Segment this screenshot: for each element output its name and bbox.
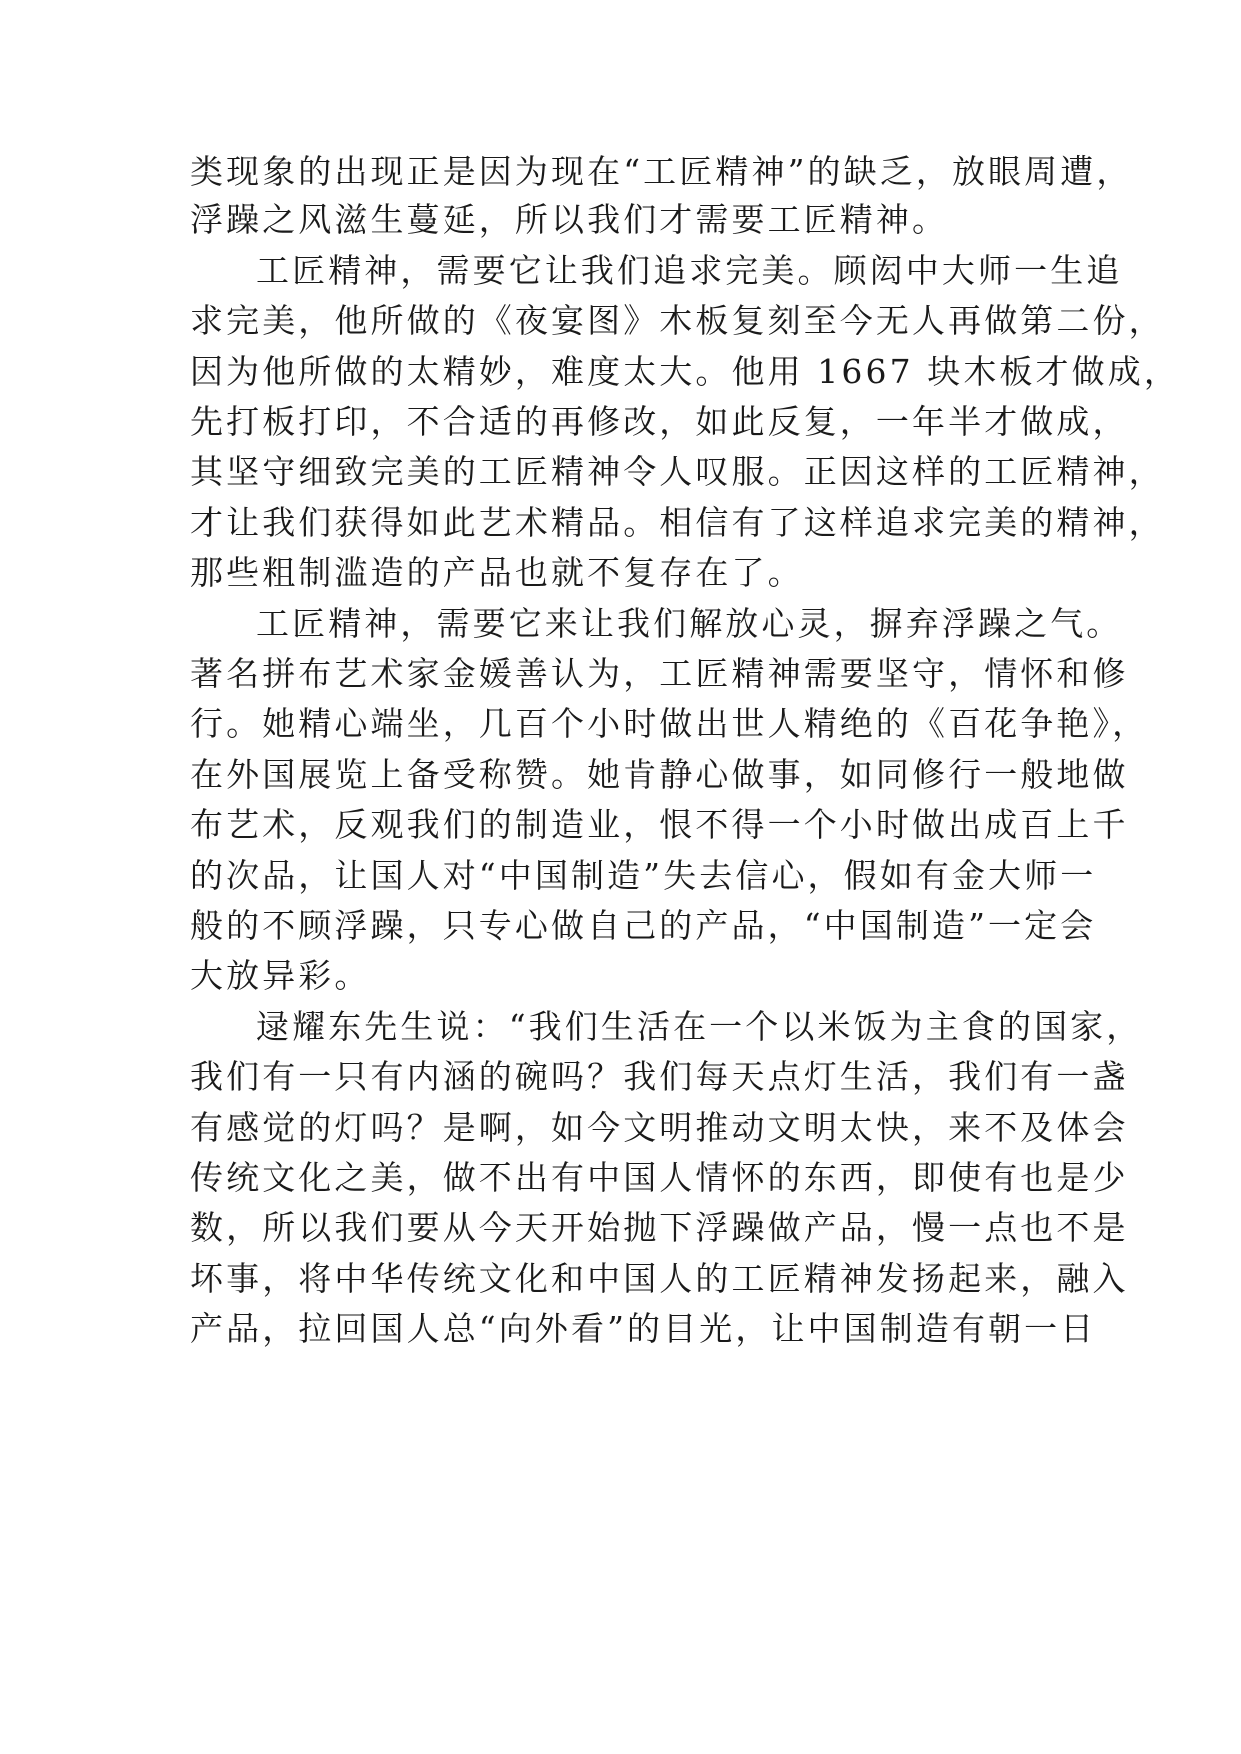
text-line: 坏事，将中华传统文化和中国人的工匠精神发扬起来，融入 bbox=[190, 1259, 1129, 1298]
paragraph-first-line: 工匠精神，需要它来让我们解放心灵，摒弃浮躁之气。 bbox=[256, 604, 1123, 643]
paragraph-first-line: 工匠精神，需要它让我们追求完美。顾闳中大师一生追 bbox=[256, 251, 1123, 290]
text-line: 类现象的出现正是因为现在“工匠精神”的缺乏，放眼周遭， bbox=[190, 152, 1133, 191]
text-line: 著名拼布艺术家金媛善认为，工匠精神需要坚守，情怀和修 bbox=[190, 654, 1129, 693]
text-line: 在外国展览上备受称赞。她肯静心做事，如同修行一般地做 bbox=[190, 755, 1129, 794]
text-line: 有感觉的灯吗？是啊，如今文明推动文明太快，来不及体会 bbox=[190, 1108, 1129, 1147]
text-line: 般的不顾浮躁，只专心做自己的产品，“中国制造”一定会 bbox=[190, 906, 1097, 945]
text-line: 我们有一只有内涵的碗吗？我们每天点灯生活，我们有一盏 bbox=[190, 1057, 1129, 1096]
text-line: 求完美，他所做的《夜宴图》木板复刻至今无人再做第二份， bbox=[190, 301, 1165, 340]
text-line: 先打板打印，不合适的再修改，如此反复，一年半才做成， bbox=[190, 402, 1129, 441]
text-line: 产品，拉回国人总“向外看”的目光，让中国制造有朝一日 bbox=[190, 1309, 1097, 1348]
text-line: 其坚守细致完美的工匠精神令人叹服。正因这样的工匠精神， bbox=[190, 452, 1165, 491]
text-line: 那些粗制滥造的产品也就不复存在了。 bbox=[190, 553, 804, 592]
text-line: 数，所以我们要从今天开始抛下浮躁做产品，慢一点也不是 bbox=[190, 1208, 1129, 1247]
text-line: 的次品，让国人对“中国制造”失去信心，假如有金大师一 bbox=[190, 856, 1097, 895]
text-line: 行。她精心端坐，几百个小时做出世人精绝的《百花争艳》， bbox=[190, 704, 1149, 743]
text-line: 大放异彩。 bbox=[190, 956, 371, 995]
text-line: 因为他所做的太精妙，难度太大。他用 1667 块木板才做成， bbox=[190, 352, 1180, 391]
paragraph-first-line: 逯耀东先生说：“我们生活在一个以米饭为主食的国家， bbox=[256, 1007, 1143, 1046]
text-line: 传统文化之美，做不出有中国人情怀的东西，即使有也是少 bbox=[190, 1158, 1129, 1197]
text-line: 才让我们获得如此艺术精品。相信有了这样追求完美的精神， bbox=[190, 503, 1165, 542]
text-line: 浮躁之风滋生蔓延，所以我们才需要工匠精神。 bbox=[190, 200, 949, 239]
text-line: 布艺术，反观我们的制造业，恨不得一个小时做出成百上千 bbox=[190, 805, 1129, 844]
